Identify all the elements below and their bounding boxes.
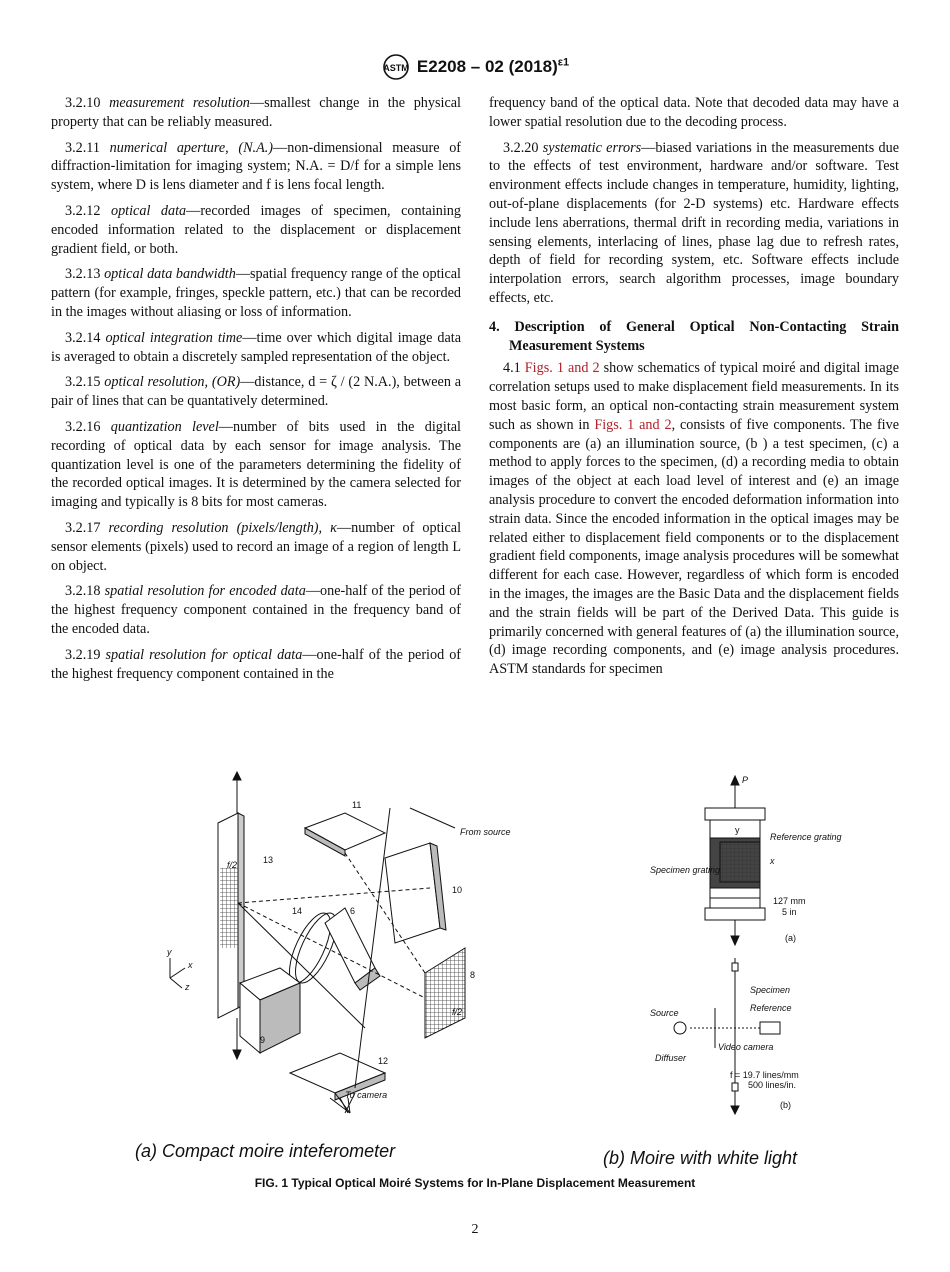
definition-item: 3.2.13 optical data bandwidth—spatial frequency range of the optical pattern (for example, fringes, speckle pattern, etc.) that can be recorded in the images without aliasing or loss of information. xyxy=(51,266,462,320)
definition-3-2-20: 3.2.20 systematic errors—biased variations in the measurements due to the effects of test environment, hardware and/or software. Test environment effects include changes in temperature, humidity, lighting, out-of-plane displacements (for 2-D systems) etc. Hardware effects include lens aberrations, thermal drift in recording media, variations in sensing elements, interlacing of lines, phase lag due to refresh rates, depth of field for recording system, etc. Software effects include interpolation errors, search algorithm processes, image boundary effects, etc. xyxy=(489,139,899,306)
figs-link-2[interactable]: Figs. 1 and 2 xyxy=(594,416,672,433)
svg-text:12: 12 xyxy=(378,1056,389,1066)
definition-item: 3.2.18 spatial resolution for encoded data—one-half of the period of the highest frequency component contained in the frequency band of the encoded data. xyxy=(51,583,462,637)
astm-logo-icon xyxy=(381,54,411,80)
svg-text:Video camera: Video camera xyxy=(718,1042,774,1052)
svg-text:127 mm: 127 mm xyxy=(773,896,806,906)
epsilon-superscript: ε1 xyxy=(557,56,570,69)
definition-item: 3.2.12 optical data—recorded images of specimen, containing encoded information related to the displacement or displacement gradient field, or both. xyxy=(51,202,461,257)
svg-text:(b): (b) xyxy=(780,1100,791,1110)
svg-text:Reference: Reference xyxy=(750,1003,792,1013)
definition-item: 3.2.11 numerical aperture, (N.A.)—non-dimensional measure of diffraction-limitation for imaging system; N.A. = D/f for a simple lens system, where D is lens diameter and f is lens focal length. xyxy=(51,139,462,194)
page-number: 2 xyxy=(471,1222,479,1237)
svg-text:10: 10 xyxy=(452,885,463,895)
svg-text:P: P xyxy=(742,775,749,785)
definition-item: 3.2.16 quantization level—number of bits used in the digital recording of optical data by each sensor for image analysis. The quantization level is one of the parameters determining the fidelity of the recorded optical images. It is determined by the camera selected for imaging and typically is 8 bits for most cameras. xyxy=(51,418,461,511)
svg-text:x: x xyxy=(188,960,193,970)
svg-text:6: 6 xyxy=(350,906,356,916)
svg-text:9: 9 xyxy=(260,1035,266,1045)
svg-text:5 in: 5 in xyxy=(782,907,797,917)
svg-text:y: y xyxy=(167,947,172,957)
figure-1 xyxy=(130,768,842,1168)
svg-text:To camera: To camera xyxy=(345,1090,388,1100)
svg-text:ASTM: ASTM xyxy=(383,63,409,73)
page-header xyxy=(0,54,950,80)
svg-text:z: z xyxy=(185,982,190,992)
left-column xyxy=(51,94,461,690)
paragraph-continuation: frequency band of the optical data. Note that decoded data may have a lower spatial resolution due to the decoding process. xyxy=(489,95,899,130)
right-column xyxy=(489,94,899,686)
subcaption-b: (b) Moire with white light xyxy=(603,1148,798,1168)
svg-text:Reference grating: Reference grating xyxy=(770,832,842,842)
svg-text:11: 11 xyxy=(352,800,362,810)
section-4-heading: 4. Description of General Optical Non-Contacting Strain Measurement Systems xyxy=(489,318,899,354)
svg-text:y: y xyxy=(735,825,740,835)
svg-text:13: 13 xyxy=(263,855,274,865)
definition-item: 3.2.10 measurement resolution—smallest change in the physical property that can be reliably measured. xyxy=(51,95,461,130)
svg-text:From source: From source xyxy=(460,827,511,837)
svg-text:500 lines/in.: 500 lines/in. xyxy=(748,1080,797,1090)
moire-interferometer-diagram xyxy=(170,772,465,1113)
subcaption-a: (a) Compact moire inteferometer xyxy=(135,1141,396,1161)
svg-text:f/2: f/2 xyxy=(452,1007,463,1017)
svg-text:(a): (a) xyxy=(785,933,796,943)
svg-text:8: 8 xyxy=(470,970,476,980)
paragraph-4-1: 4.1 Figs. 1 and 2 show schematics of typical moiré and digital image correlation setups used to make displacement field measurements. In its most basic form, an optical non-contacting strain measurement system such as shown in Figs. 1 and 2, consists of five components. The five components are (a) an illumination source, (b ) a test specimen, (c) a method to apply forces to the specimen, (d) a recording media to obtain images of the object at each load level of interest and (e) an image analysis procedure to convert the encoded deformation information into strain data. Since the encoded information in the optical images may be related either to displacement field components or to the displacement gradient field components, image analysis procedures will be somewhat different for each case. However, regardless of which form is encoded in the images, the images are the Basic Data and the displacement fields and the strain fields will be part of the Derived Data. This guide is primarily concerned with general features of (a) the illumination source, (d) image recording components, and (e) image analysis procedures. ASTM standards for specimen xyxy=(489,360,900,678)
white-light-moire-diagram xyxy=(674,776,780,1114)
svg-text:f/2: f/2 xyxy=(227,860,238,870)
definition-item: 3.2.15 optical resolution, (OR)—distance, d = ζ / (2 N.A.), between a pair of lines that can be quantatively determined. xyxy=(51,374,462,410)
svg-text:Source: Source xyxy=(650,1008,679,1018)
svg-text:f = 19.7 lines/mm: f = 19.7 lines/mm xyxy=(730,1070,799,1080)
svg-text:Specimen: Specimen xyxy=(750,985,791,995)
definition-item: 3.2.14 optical integration time—time over which digital image data is averaged to obtain a discretely sampled representation of the object. xyxy=(51,329,462,365)
figure-drawing xyxy=(130,768,842,1168)
svg-text:Specimen grating: Specimen grating xyxy=(650,865,721,875)
figure-caption: FIG. 1 Typical Optical Moiré Systems for In-Plane Displacement Measurement xyxy=(254,1176,696,1190)
figs-link-1[interactable]: Figs. 1 and 2 xyxy=(524,360,600,377)
definition-item: 3.2.19 spatial resolution for optical data—one-half of the period of the highest frequency component contained in the xyxy=(51,646,462,682)
svg-text:14: 14 xyxy=(292,906,303,916)
svg-text:Diffuser: Diffuser xyxy=(655,1053,687,1063)
standard-designation: E2208 – 02 (2018) xyxy=(416,57,558,76)
svg-text:x: x xyxy=(770,856,775,866)
definition-item: 3.2.17 recording resolution (pixels/length), κ—number of optical sensor elements (pixels) used to record an image of a region of length L on object. xyxy=(51,519,462,574)
